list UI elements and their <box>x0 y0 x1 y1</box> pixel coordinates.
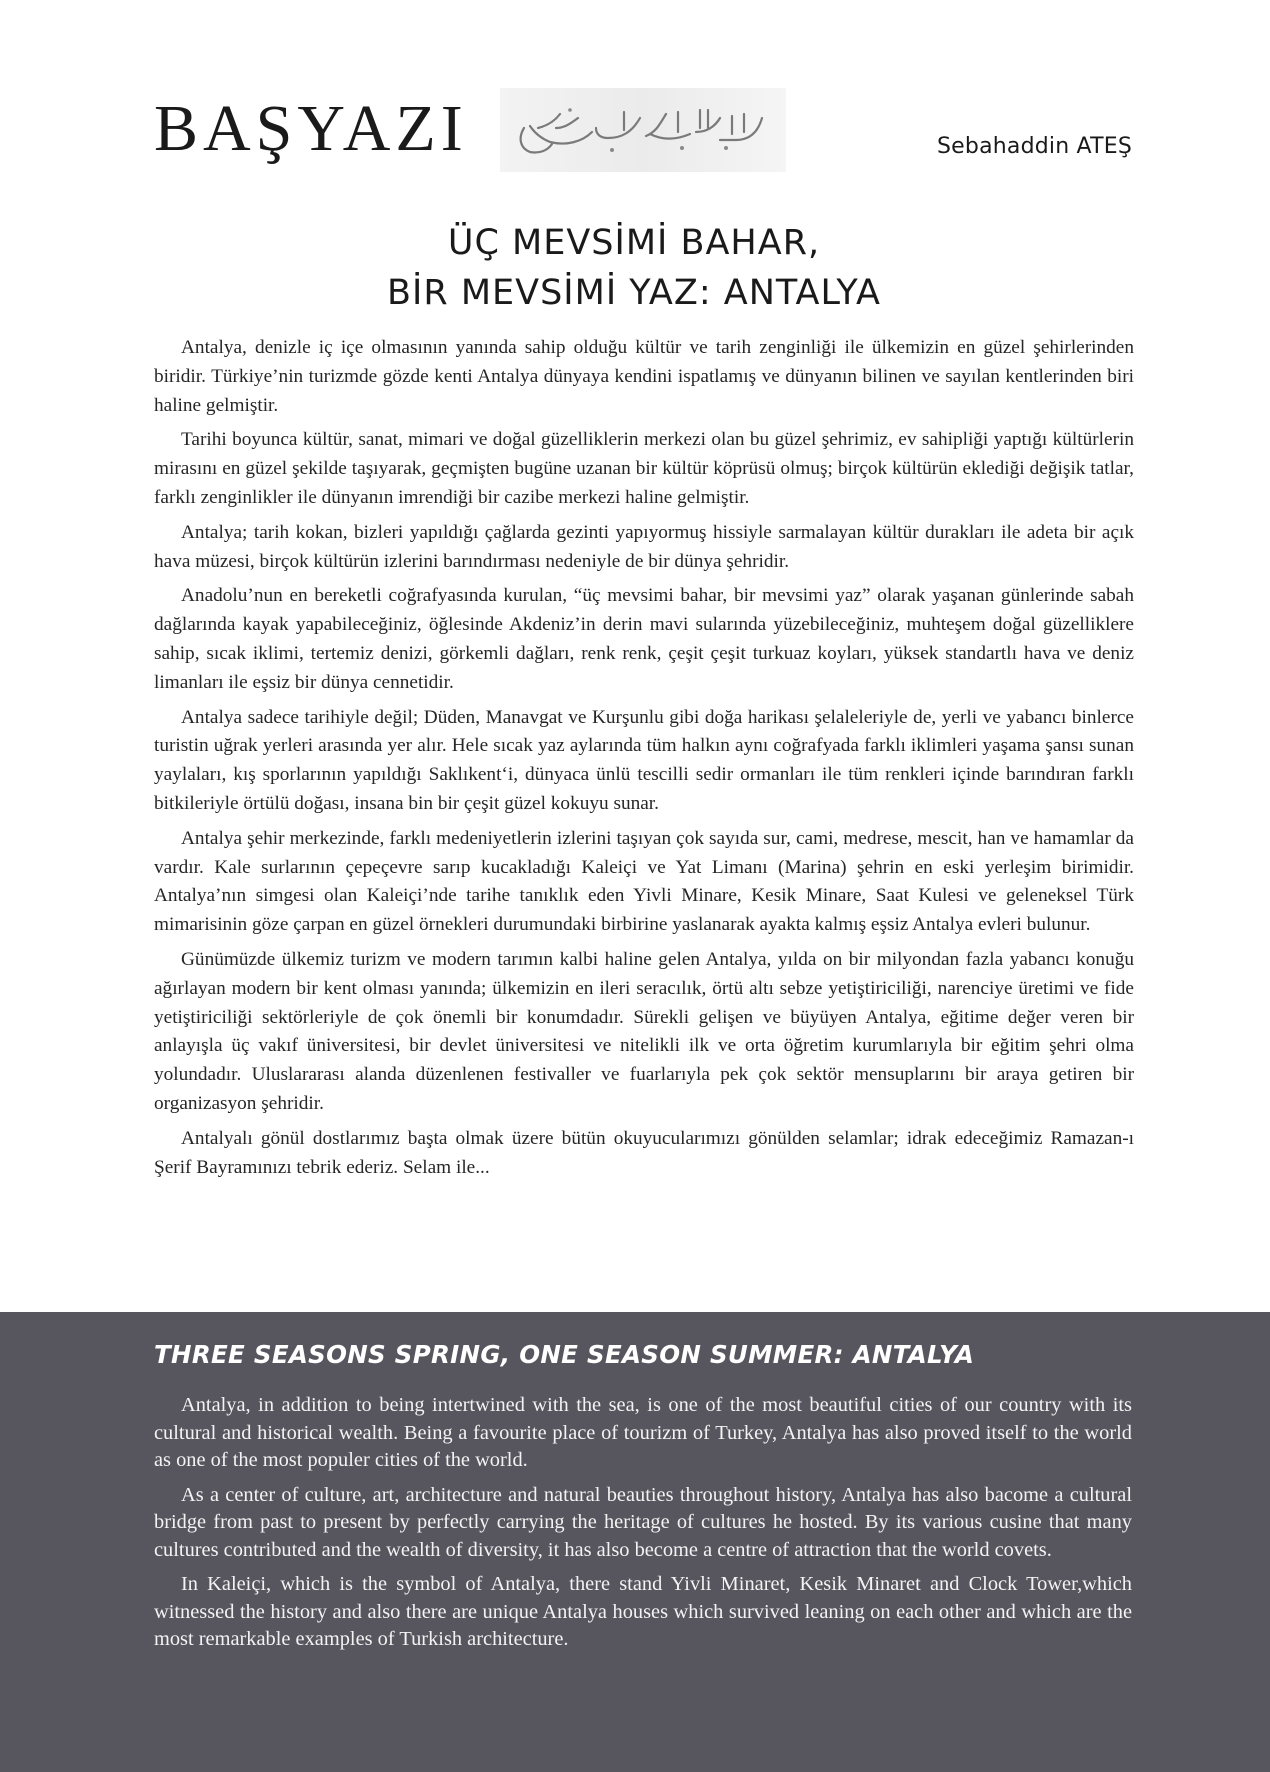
turkish-paragraph: Antalyalı gönül dostlarımız başta olmak üzere bütün okuyucularımızı gönülden selamlar; idrak edeceğimiz Ramazan-ı Şerif Bayramınızı tebrik ederiz. Selam ile... <box>154 1127 1134 1178</box>
english-title: THREE SEASONS SPRING, ONE SEASON SUMMER: ANTALYA <box>154 1340 975 1369</box>
turkish-paragraph: Antalya şehir merkezinde, farklı medeniyetlerin izlerini taşıyan çok sayıda sur, cami, medrese, mescit, han ve hamamlar da vardır. Kale surlarının çepeçevre sarıp kucakladığı Kaleiçi ve Yat Limanı (Marina) şehrin en eski yerleşim birimidir. Antalya’nın simgesi olan Kaleiçi’nde tarihe tanıklık eden Yivli Minare, Kesik Minare, Saat Kulesi ve geleneksel Türk mimarisinin göze çarpan en güzel örnekleri durumundaki birbirine yaslanarak ayakta kalmış eşsiz Antalya evleri bulunur. <box>154 827 1134 936</box>
english-paragraph: As a center of culture, art, architecture and natural beauties throughout history, Antalya has also bacome a cultural bridge from past to present by perfectly carrying the heritage of cultures he hosted. By its various cusine that many cultures contributed and the wealth of diversity, it has also become a centre of attraction that the world covets. <box>154 1483 1132 1561</box>
basmala-calligraphy <box>500 88 786 172</box>
english-paragraph: In Kaleiçi, which is the symbol of Antalya, there stand Yivli Minaret, Kesik Minaret and Clock Tower,which witnessed the history and also there are unique Antalya houses which survived leaning on each other and which are the most remarkable examples of Turkish architecture. <box>154 1573 1132 1650</box>
turkish-paragraph: Tarihi boyunca kültür, sanat, mimari ve doğal güzelliklerin merkezi olan bu güzel şehrimiz, ev sahipliği yaptığı kültürlerin mirasını en güzel şekilde taşıyarak, geçmişten bugüne uzanan bir kültür köprüsü olmuş; birçok kültürün eklediği değişik tatlar, farklı zenginlikler ile dünyanın imrendiği bir cazibe merkezi haline gelmiştir. <box>154 429 1134 508</box>
turkish-paragraph: Antalya, denizle iç içe olmasının yanında sahip olduğu kültür ve tarih zenginliği ile ülkemizin en güzel şehirlerinden biridir. Türkiye’nin turizmde gözde kenti Antalya dünyaya kendini ispatlamış ve dünyanın bilinen ve sayılan kentlerinden biri haline gelmiştir. <box>154 337 1134 416</box>
article-title-line-2: BİR MEVSİMİ YAZ: ANTALYA <box>387 273 881 313</box>
article-title <box>154 218 1114 318</box>
section-title: BAŞYAZI <box>154 92 468 165</box>
turkish-paragraph: Anadolu’nun en bereketli coğrafyasında kurulan, “üç mevsimi bahar, bir mevsimi yaz” olarak yaşanan günlerinde sabah dağlarında kayak yapabileceğiniz, öğlesinde Akdeniz’in derin mavi sularında yüzebileceğiniz, muhteşem doğal güzelliklere sahip, sıcak iklimi, tertemiz denizi, görkemli dağları, renk renk, çeşit çeşit turkuaz koyları, yüksek standartlı hava ve deniz limanları ile eşsiz bir dünya cennetidir. <box>154 585 1134 693</box>
english-summary-body <box>154 1392 1132 1661</box>
basmala-calligraphy-image <box>500 88 786 172</box>
turkish-article-body <box>154 334 1134 1188</box>
author-name: Sebahaddin ATEŞ <box>937 134 1132 159</box>
english-paragraph: Antalya, in addition to being intertwined with the sea, is one of the most beautiful cities of our country with its cultural and historical wealth. Being a favourite place of tourizm of Turkey, Antalya has also proved itself to the world as one of the most populer cities of the world. <box>154 1394 1132 1471</box>
english-summary-panel <box>0 1312 1270 1772</box>
turkish-paragraph: Günümüzde ülkemiz turizm ve modern tarımın kalbi haline gelen Antalya, yılda on bir milyondan fazla yabancı konuğu ağırlayan modern bir kent olması yanında; ülkemizin en ileri seracılık, örtü altı sebze yetiştiriciliği, narenciye üretimi ve fide yetiştiriciliği sektörleriyle de çok önemli bir konumdadır. Sürekli gelişen ve büyüyen Antalya, eğitime değer veren bir anlayışla üç vakıf üniversitesi, bir devlet üniversitesi ve nitelikli ilk ve orta öğretim kurumlarıyla bir eğitim şehri olma yolundadır. Uluslararası alanda düzenlenen festivaller ve fuarlarıyla pek çok sektör mensuplarını bir araya getiren bir organizasyon şehridir. <box>154 948 1134 1114</box>
turkish-paragraph: Antalya; tarih kokan, bizleri yapıldığı çağlarda gezinti yapıyormuş hissiyle sarmalayan kültür durakları ile adeta bir açık hava müzesi, birçok kültürün izlerini barındırması nedeniyle de bir dünya şehridir. <box>154 521 1134 572</box>
turkish-paragraph: Antalya sadece tarihiyle değil; Düden, Manavgat ve Kurşunlu gibi doğa harikası şelaleleriyle de, yerli ve yabancı binlerce turistin uğrak yerleri arasında yer alır. Hele sıcak yaz aylarında tüm halkın aynı coğrafyada farklı iklimleri yaşama şansı sunan yaylaları, kış sporlarının yapıldığı Saklıkent‘i, dünyaca ünlü tescilli sedir ormanları ile tüm renkleri içinde barındıran farklı bitkileriyle örtülü doğası, insana bin bir çeşit güzel kokuyu sunar. <box>154 706 1134 814</box>
article-title-line-1: ÜÇ MEVSİMİ BAHAR, <box>447 223 821 263</box>
